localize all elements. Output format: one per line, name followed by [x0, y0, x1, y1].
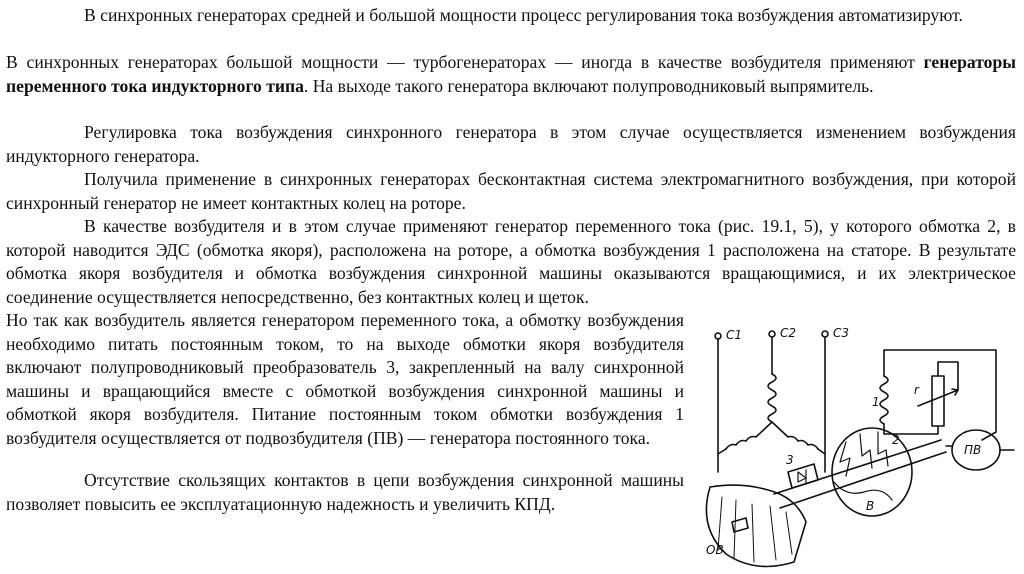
label-1: 1 — [872, 395, 880, 409]
paragraph-brushless — [6, 168, 1016, 215]
label-c1: C1 — [726, 328, 743, 342]
paragraph-text: Отсутствие скользящих контактов в цепи возбуждения синхронной машины позволяет повысить ее эксплуатационную надежность и увеличить КПД. — [6, 470, 684, 514]
paragraph-text: . На выходе такого генератора включают полупроводниковый выпрямитель. — [303, 75, 874, 96]
paragraph-converter — [6, 309, 684, 451]
excitation-system-diagram — [696, 322, 1024, 574]
paragraph-text: В синхронных генераторах средней и большой мощности процесс регулирования тока возбуждения автоматизируют. — [84, 5, 963, 25]
paragraph-text: Но так как возбудитель является генератором переменного тока, а обмотку возбуждения необходимо питать постоянным током, то на выходе обмотки якоря возбудителя включают полупроводниковый преобразователь 3, закрепленный на валу синхронной машины и вращающийся вместе с обмоткой возбуждения синхронной машины и обмоткой якоря возбудителя. Питание постоянным током обмотки возбуждения 1 возбудителя осуществляется от подвозбудителя (ПВ) — генератора постоянного тока. — [6, 310, 684, 448]
rheostat-r — [932, 376, 944, 426]
label-c3: C3 — [833, 326, 850, 340]
paragraph-text: В качестве возбудителя и в этом случае применяют генератор переменного тока (рис. 19.1, 5), у которого обмотка 2, в которой наводится ЭДС (обмотка якоря), расположена на роторе, а обмотка возбуждения 1 расположена на статоре. В результате обмотка якоря возбудителя и обмотка возбуждения синхронной машины оказываются вращающимися, и их электрическое соединение осуществляется непосредственно, без контактных колец и щеток. — [6, 216, 1016, 307]
stator-winding-coil — [772, 422, 818, 449]
stator-winding-coil — [726, 422, 772, 449]
terminal-c1 — [715, 328, 742, 342]
label-b: В — [866, 499, 875, 513]
exciter-field-winding-1 — [880, 376, 888, 424]
paragraph-text: Получила применение в синхронных генераторах бесконтактная система электромагнитного возбуждения, при которой синхронный генератор не имеет контактных колец на роторе. — [6, 169, 1016, 213]
terminal-c2 — [769, 326, 796, 340]
label-c2: C2 — [780, 326, 797, 340]
bold-term: генераторы переменного тока индукторного типа — [6, 52, 1016, 96]
paragraph-automation — [6, 4, 1016, 28]
paragraph-turbogenerators — [6, 51, 1016, 98]
paragraph-reliability — [6, 469, 684, 516]
rotor-pole — [732, 518, 748, 532]
terminal-c3 — [822, 326, 849, 340]
label-r: r — [914, 383, 919, 397]
label-pv: ПВ — [964, 443, 982, 457]
label-2: 2 — [892, 433, 900, 447]
paragraph-text: Регулировка тока возбуждения синхронного генератора в этом случае осуществляется изменением возбуждения индукторного генератора. — [6, 122, 1016, 166]
label-3: 3 — [786, 453, 794, 467]
paragraph-text: В синхронных генераторах большой мощности — турбогенераторах — иногда в качестве возбудителя применяют — [6, 52, 924, 72]
stator-winding-coil — [768, 374, 776, 422]
paragraph-exciter — [6, 215, 1016, 309]
label-ov: ОВ — [706, 543, 724, 557]
paragraph-regulation — [6, 121, 1016, 168]
